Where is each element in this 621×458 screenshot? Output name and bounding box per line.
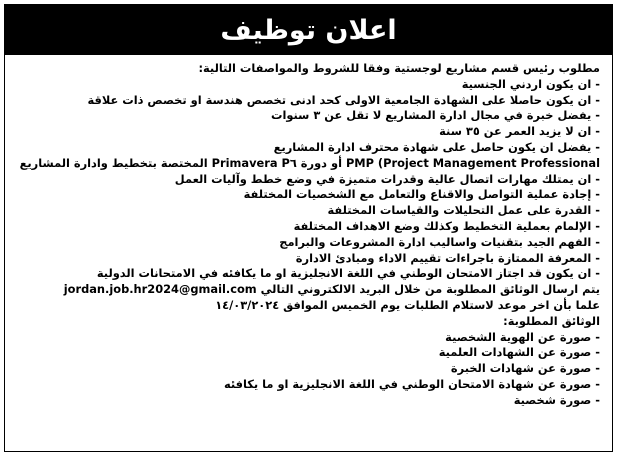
- condition-item: - ان لا يزيد العمر عن ٣٥ سنة: [439, 124, 600, 139]
- condition-item: - الإلمام بعملية التخطيط وكذلك وضع الاهداف المختلفة: [293, 218, 600, 233]
- document-item: - صورة عن شهادات الخبرة: [450, 361, 600, 376]
- page-title: اعلان توظيف: [220, 14, 397, 46]
- condition-item: - إجادة عملية التواصل والاقناع والتعامل مع الشخصيات المختلفة: [243, 187, 600, 202]
- ad-body: [10, 61, 600, 409]
- condition-item: - القدرة على عمل التحليلات والقياسات المختلفة: [327, 203, 600, 218]
- condition-item: - يفضل خبرة في مجال ادارة المشاريع لا تقل عن ٣ سنوات: [271, 108, 600, 123]
- intro-line: مطلوب رئيس قسم مشاريع لوجستية وفقا للشروط والمواصفات التالية:: [198, 61, 600, 75]
- header-banner: [5, 5, 612, 55]
- email-instruction: يتم ارسال الوثائق المطلوبة من خلال البريد الالكتروني التالي jordan.job.hr2024@gmail.com: [63, 282, 600, 297]
- document-item: - صورة عن شهادة الامتحان الوطني في اللغة الانجليزية او ما يكافئه: [223, 376, 600, 391]
- condition-item: PMP (Project Management Professional أو دورة P٦ Primavera المختصة بتخطيط وادارة المشاريع: [19, 155, 600, 170]
- documents-heading: الوثائق المطلوبة:: [503, 313, 600, 328]
- condition-item: - ان يكون قد اجتاز الامتحان الوطني في اللغة الانجليزية او ما يكافئه في الامتحانات الدولية: [96, 266, 600, 281]
- document-item: - صورة عن الهوية الشخصية: [445, 329, 600, 344]
- deadline-notice: علما بأن اخر موعد لاستلام الطلبات يوم الخميس الموافق ١٤/٠٣/٢٠٢٤: [215, 297, 600, 312]
- condition-item: - ان يمتلك مهارات اتصال عالية وقدرات متميزة في وضع خطط وآليات العمل: [174, 171, 600, 186]
- job-ad-frame: [4, 4, 613, 452]
- document-item: - صورة شخصية: [513, 392, 600, 407]
- condition-item: - يفضل ان يكون حاصل على شهادة محترف ادارة المشاريع: [273, 139, 600, 154]
- condition-item: - المعرفة الممتازة باجراءات تقييم الاداء ومبادئ الادارة: [295, 250, 600, 265]
- condition-item: - ان يكون حاصلا على الشهادة الجامعية الاولى كحد ادنى تخصص هندسة او تخصص ذات علاقة: [87, 92, 600, 107]
- condition-item: - الفهم الجيد بتقنيات واساليب ادارة المشروعات والبرامج: [279, 234, 600, 249]
- document-item: - صورة عن الشهادات العلمية: [438, 345, 600, 360]
- condition-item: - ان يكون اردني الجنسية: [461, 76, 600, 91]
